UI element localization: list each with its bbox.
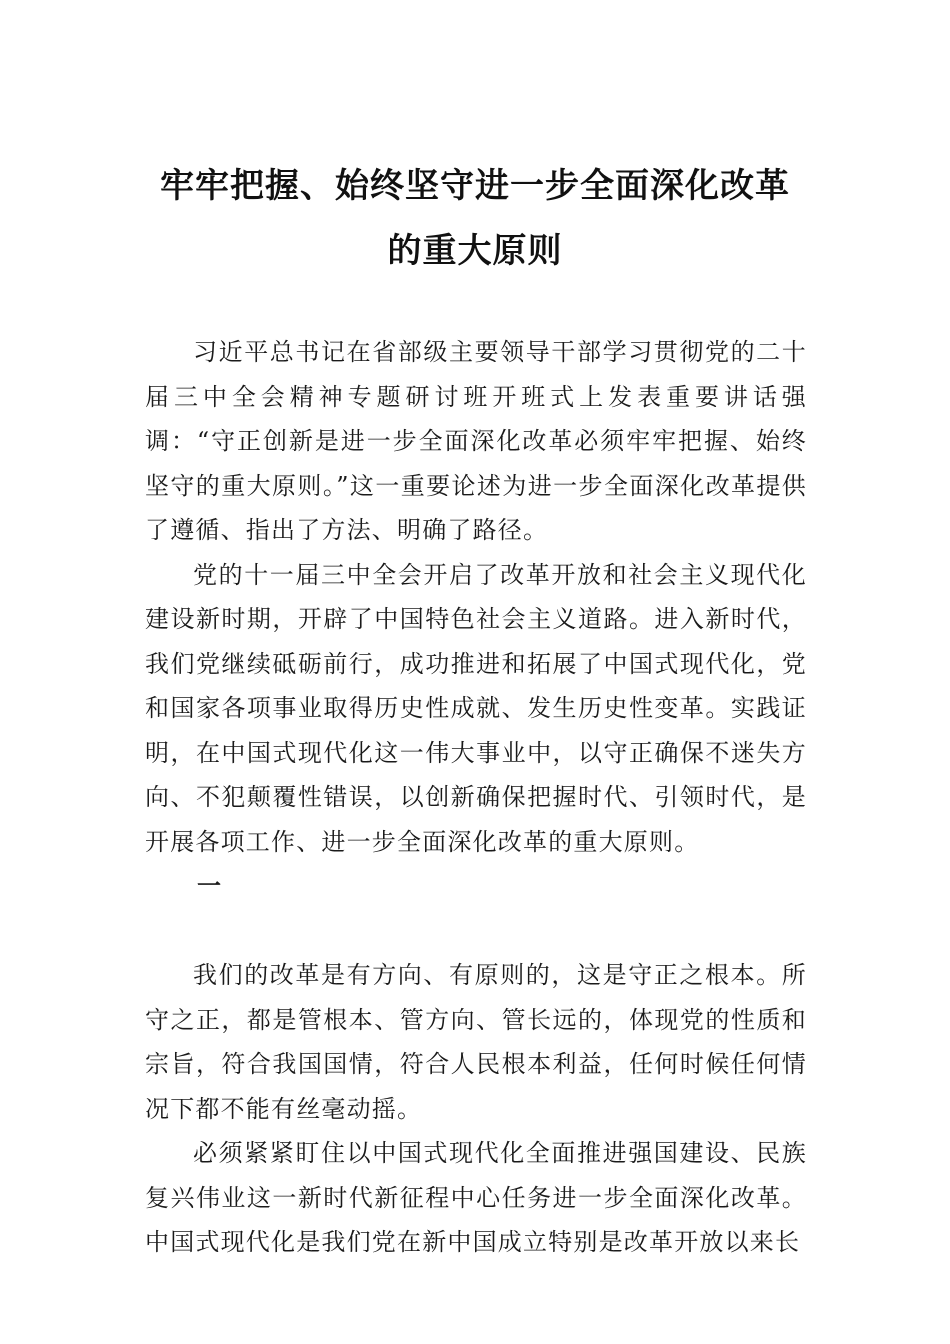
section-paragraph-2: 必须紧紧盯住以中国式现代化全面推进强国建设、民族复兴伟业这一新时代新征程中心任务进一步全面深化改革。中国式现代化是我们党在新中国成立特别是改革开放以来长 [145,1139,807,1256]
section-number: 一 [197,871,223,900]
document-title-line-1: 牢牢把握、始终坚守进一步全面深化改革 [160,166,790,206]
section-paragraph-1: 我们的改革是有方向、有原则的，这是守正之根本。所守之正，都是管根本、管方向、管长远的，体现党的性质和宗旨，符合我国国情，符合人民根本利益，任何时候任何情况下都不能有丝毫动摇。 [145,961,807,1123]
document-title-line-2: 的重大原则 [387,231,563,271]
document-body [145,330,807,1265]
section-heading [145,864,807,953]
body-paragraph-2: 党的十一届三中全会开启了改革开放和社会主义现代化建设新时期，开辟了中国特色社会主义道路。进入新时代，我们党继续砥砺前行，成功推进和拓展了中国式现代化，党和国家各项事业取得历史性成就、发生历史性变革。实践证明，在中国式现代化这一伟大事业中，以守正确保不迷失方向、不犯颠覆性错误，以创新确保把握时代、引领时代，是开展各项工作、进一步全面深化改革的重大原则。 [145,560,807,856]
body-paragraph-1: 习近平总书记在省部级主要领导干部学习贯彻党的二十届三中全会精神专题研讨班开班式上发表重要讲话强调：“守正创新是进一步全面深化改革必须牢牢把握、始终坚守的重大原则。”这一重要论述为进一步全面深化改革提供了遵循、指出了方法、明确了路径。 [145,338,807,544]
